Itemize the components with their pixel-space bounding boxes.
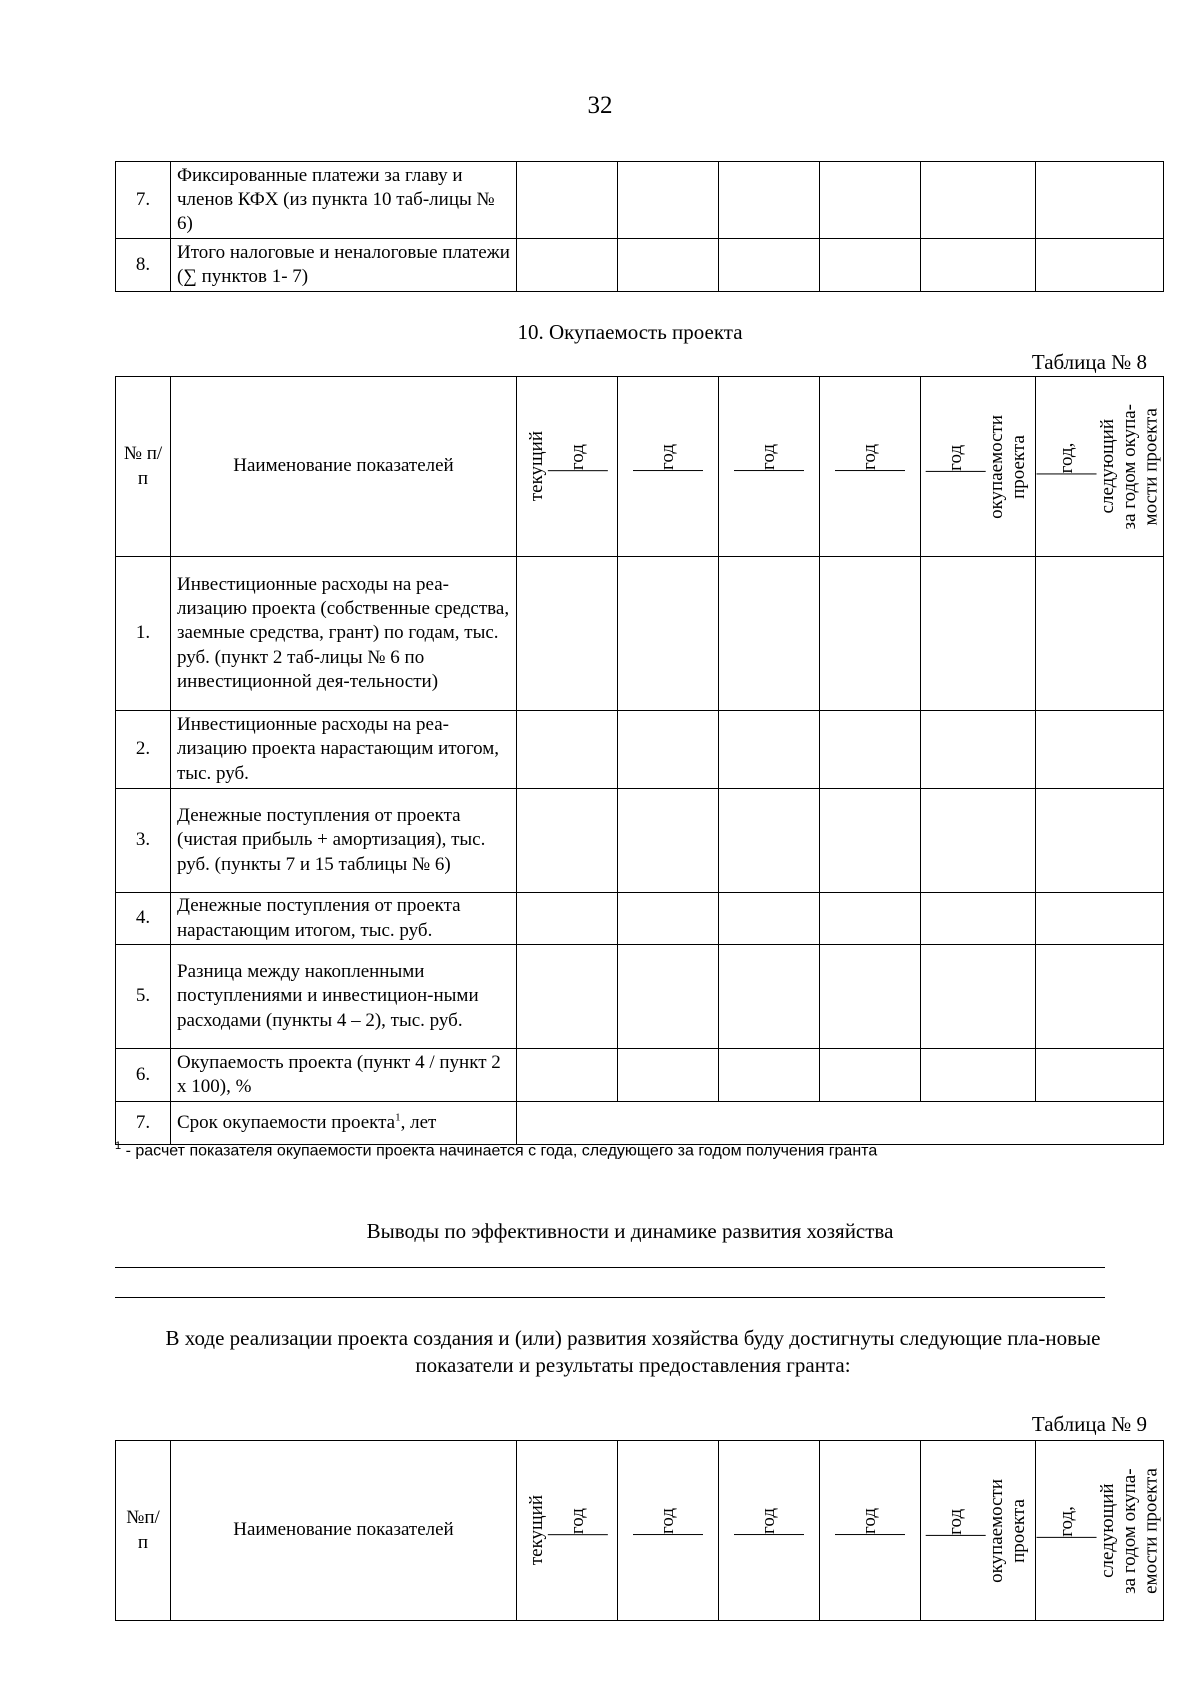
table-cell[interactable]	[517, 162, 618, 239]
section-title: 10. Окупаемость проекта	[517, 320, 743, 344]
table-row	[116, 162, 1164, 239]
header-year-2: год	[618, 1441, 719, 1621]
header-num: № п/п	[116, 377, 171, 557]
table-cell[interactable]	[921, 239, 1036, 292]
header-current-year: текущий год	[517, 1441, 618, 1621]
row-label: Окупаемость проекта (пункт 4 / пункт 2 х 100), %	[171, 1049, 517, 1102]
header-payback-year: год окупаемости проекта	[921, 1441, 1036, 1621]
table-cell[interactable]	[517, 239, 618, 292]
table-cell[interactable]	[517, 789, 618, 893]
table-cell[interactable]	[517, 557, 618, 711]
header-year-2: год	[618, 377, 719, 557]
conclusions-line-2[interactable]	[115, 1297, 1105, 1298]
row-label: Инвестиционные расходы на реа-лизацию проекта нарастающим итогом, тыс. руб.	[171, 711, 517, 789]
table-cell[interactable]	[517, 893, 618, 945]
conclusions-title: Выводы по эффективности и динамике развития хозяйства	[366, 1219, 894, 1243]
table-cell[interactable]	[719, 893, 820, 945]
row-number: 1.	[116, 557, 171, 711]
table-row	[116, 557, 1164, 711]
row-label: Инвестиционные расходы на реа-лизацию проекта (собственные средства, заемные средства, грант) по годам, тыс. руб. (пункт 2 таб-лицы № 6 по инвестиционной дея-тельности)	[171, 557, 517, 711]
row-number: 7.	[116, 162, 171, 239]
conclusions-line-1[interactable]	[115, 1267, 1105, 1268]
table-cell[interactable]	[820, 239, 921, 292]
table-cell[interactable]	[820, 557, 921, 711]
table-cell[interactable]	[618, 711, 719, 789]
header-name: Наименование показателей	[171, 377, 517, 557]
table-cell[interactable]	[921, 945, 1036, 1049]
table-cell[interactable]	[820, 1049, 921, 1102]
header-name: Наименование показателей	[171, 1441, 517, 1621]
table-row	[116, 789, 1164, 893]
footnote: $^1$ - расчет показателя окупаемости проекта начинается с года, следующего за годом получения гранта	[115, 1140, 878, 1160]
table-cell[interactable]	[921, 893, 1036, 945]
table-cell[interactable]	[618, 557, 719, 711]
table-cell[interactable]	[618, 893, 719, 945]
header-next-year: год, следующий за годом окупа- емости проекта	[1036, 1441, 1164, 1621]
header-next-year: год, следующий за годом окупа- мости проекта	[1036, 377, 1164, 557]
table-cell[interactable]	[1036, 789, 1164, 893]
results-paragraph: В ходе реализации проекта создания и (или) развития хозяйства буду достигнуты следующие пла-новые показатели и результаты предоставления гранта:	[165, 1326, 1101, 1378]
table-cell[interactable]	[1036, 711, 1164, 789]
table-cell[interactable]	[1036, 557, 1164, 711]
header-payback-year: год окупаемости проекта	[921, 377, 1036, 557]
row-number: 2.	[116, 711, 171, 789]
row-number: 6.	[116, 1049, 171, 1102]
table-cell[interactable]	[517, 711, 618, 789]
table-cell[interactable]	[820, 711, 921, 789]
table-caption: Таблица № 8	[1031, 350, 1147, 374]
row-number: 8.	[116, 239, 171, 292]
table-cell[interactable]	[719, 945, 820, 1049]
table-cell[interactable]	[921, 1049, 1036, 1102]
table-cell[interactable]	[921, 162, 1036, 239]
table-row	[116, 1102, 1164, 1145]
table-cell[interactable]	[517, 945, 618, 1049]
table-cell[interactable]	[921, 557, 1036, 711]
header-year-4: год	[820, 1441, 921, 1621]
table-cell[interactable]	[719, 789, 820, 893]
payback-period-cell[interactable]	[517, 1102, 1164, 1145]
table-cell[interactable]	[618, 945, 719, 1049]
row-label: Разница между накопленными поступлениями и инвестицион-ными расходами (пункты 4 – 2), тыс. руб.	[171, 945, 517, 1049]
table-cell[interactable]	[719, 239, 820, 292]
table-cell[interactable]	[1036, 893, 1164, 945]
table-header-row	[116, 377, 1164, 557]
table-row	[116, 239, 1164, 292]
row-label: Денежные поступления от проекта нарастающим итогом, тыс. руб.	[171, 893, 517, 945]
payback-table	[115, 376, 1164, 1145]
row-label: Денежные поступления от проекта (чистая прибыль + амортизация), тыс. руб. (пункты 7 и 15 таблицы № 6)	[171, 789, 517, 893]
table-cell[interactable]	[719, 1049, 820, 1102]
table-cell[interactable]	[719, 162, 820, 239]
row-label: Срок окупаемости проекта$^1$, лет	[171, 1102, 517, 1145]
table-cell[interactable]	[719, 557, 820, 711]
table-cell[interactable]	[517, 1049, 618, 1102]
row-number: 5.	[116, 945, 171, 1049]
header-year-3: год	[719, 377, 820, 557]
table-row	[116, 1049, 1164, 1102]
table-cell[interactable]	[820, 789, 921, 893]
planned-indicators-table	[115, 1440, 1164, 1621]
header-year-3: год	[719, 1441, 820, 1621]
table-cell[interactable]	[1036, 1049, 1164, 1102]
table-cell[interactable]	[820, 945, 921, 1049]
table-row	[116, 893, 1164, 945]
table-cell[interactable]	[618, 789, 719, 893]
header-year-4: год	[820, 377, 921, 557]
table-row	[116, 945, 1164, 1049]
table-cell[interactable]	[1036, 239, 1164, 292]
table-cell[interactable]	[820, 893, 921, 945]
page-number: 32	[587, 92, 613, 119]
table-cell[interactable]	[1036, 945, 1164, 1049]
table-row	[116, 711, 1164, 789]
row-number: 3.	[116, 789, 171, 893]
table-cell[interactable]	[820, 162, 921, 239]
table-cell[interactable]	[618, 239, 719, 292]
header-num: №п/ п	[116, 1441, 171, 1621]
table-cell[interactable]	[719, 711, 820, 789]
table-cell[interactable]	[921, 789, 1036, 893]
row-label: Фиксированные платежи за главу и членов КФХ (из пункта 10 таб-лицы № 6)	[171, 162, 517, 239]
table-caption: Таблица № 9	[1031, 1412, 1147, 1436]
table-cell[interactable]	[921, 711, 1036, 789]
row-label: Итого налоговые и неналоговые платежи (∑ пунктов 1- 7)	[171, 239, 517, 292]
table-header-row	[116, 1441, 1164, 1621]
header-current-year: текущий год	[517, 377, 618, 557]
table-cell[interactable]	[618, 162, 719, 239]
table-cell[interactable]	[1036, 162, 1164, 239]
row-number: 4.	[116, 893, 171, 945]
table-cell[interactable]	[618, 1049, 719, 1102]
row-number: 7.	[116, 1102, 171, 1145]
tax-payments-table-continuation	[115, 161, 1164, 292]
